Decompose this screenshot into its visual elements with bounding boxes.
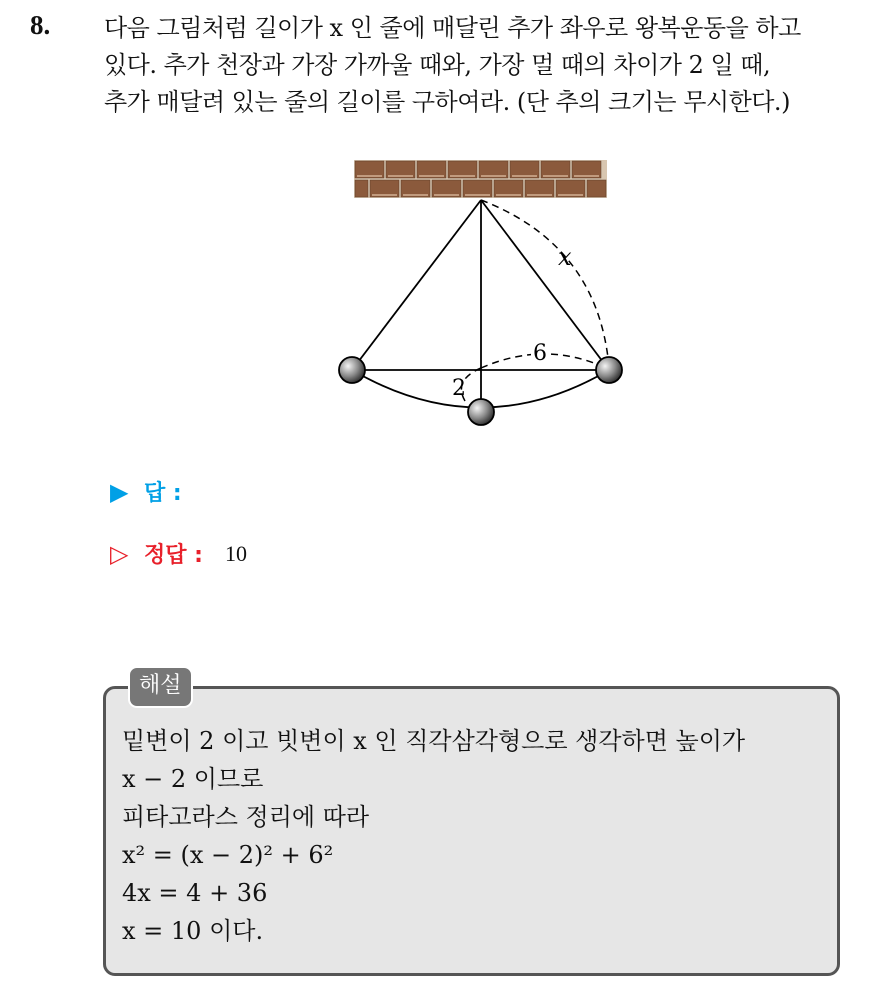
bob-right <box>596 357 622 383</box>
solution-line: 4x = 4 + 36 <box>122 879 268 907</box>
ceiling-wall <box>354 160 607 198</box>
question-line: 다음 그림처럼 길이가 x 인 줄에 매달린 추가 좌우로 왕복운동을 하고 <box>104 14 801 42</box>
solution-line: 피타고라스 정리에 따라 <box>122 803 370 831</box>
correct-answer-label: 정답 : <box>144 543 203 568</box>
solution-line: x − 2 이므로 <box>122 765 264 793</box>
solution-tag: 해설 <box>128 666 193 708</box>
question-text <box>104 10 874 121</box>
pendulum-figure <box>330 155 640 445</box>
bob-left <box>339 357 365 383</box>
answer-label: 답 : <box>144 481 182 506</box>
question-number: 8. <box>30 10 51 40</box>
label-x: x <box>558 243 572 271</box>
solution-text <box>122 722 745 950</box>
solution-line: x = 10 이다. <box>122 917 264 945</box>
solution-line: 밑변이 2 이고 빗변이 x 인 직각삼각형으로 생각하면 높이가 <box>122 727 746 755</box>
pendulum-diagram <box>330 155 640 445</box>
question-line: 추가 매달려 있는 줄의 길이를 구하여라. (단 추의 크기는 무시한다.) <box>104 88 790 116</box>
label-6: 6 <box>533 341 547 366</box>
question-line: 있다. 추가 천장과 가장 가까울 때와, 가장 멀 때의 차이가 2 일 때, <box>104 51 771 79</box>
answer-row <box>110 476 182 507</box>
correct-answer-row <box>110 538 247 569</box>
solution-line: x² = (x − 2)² + 6² <box>122 841 334 869</box>
pendulum-strings <box>352 200 609 412</box>
outline-arrow-icon: ▷ <box>110 539 129 568</box>
bob-bottom <box>468 399 494 425</box>
correct-answer-value: 10 <box>224 540 247 566</box>
label-2: 2 <box>452 376 466 401</box>
play-arrow-icon: ▶ <box>110 477 129 506</box>
